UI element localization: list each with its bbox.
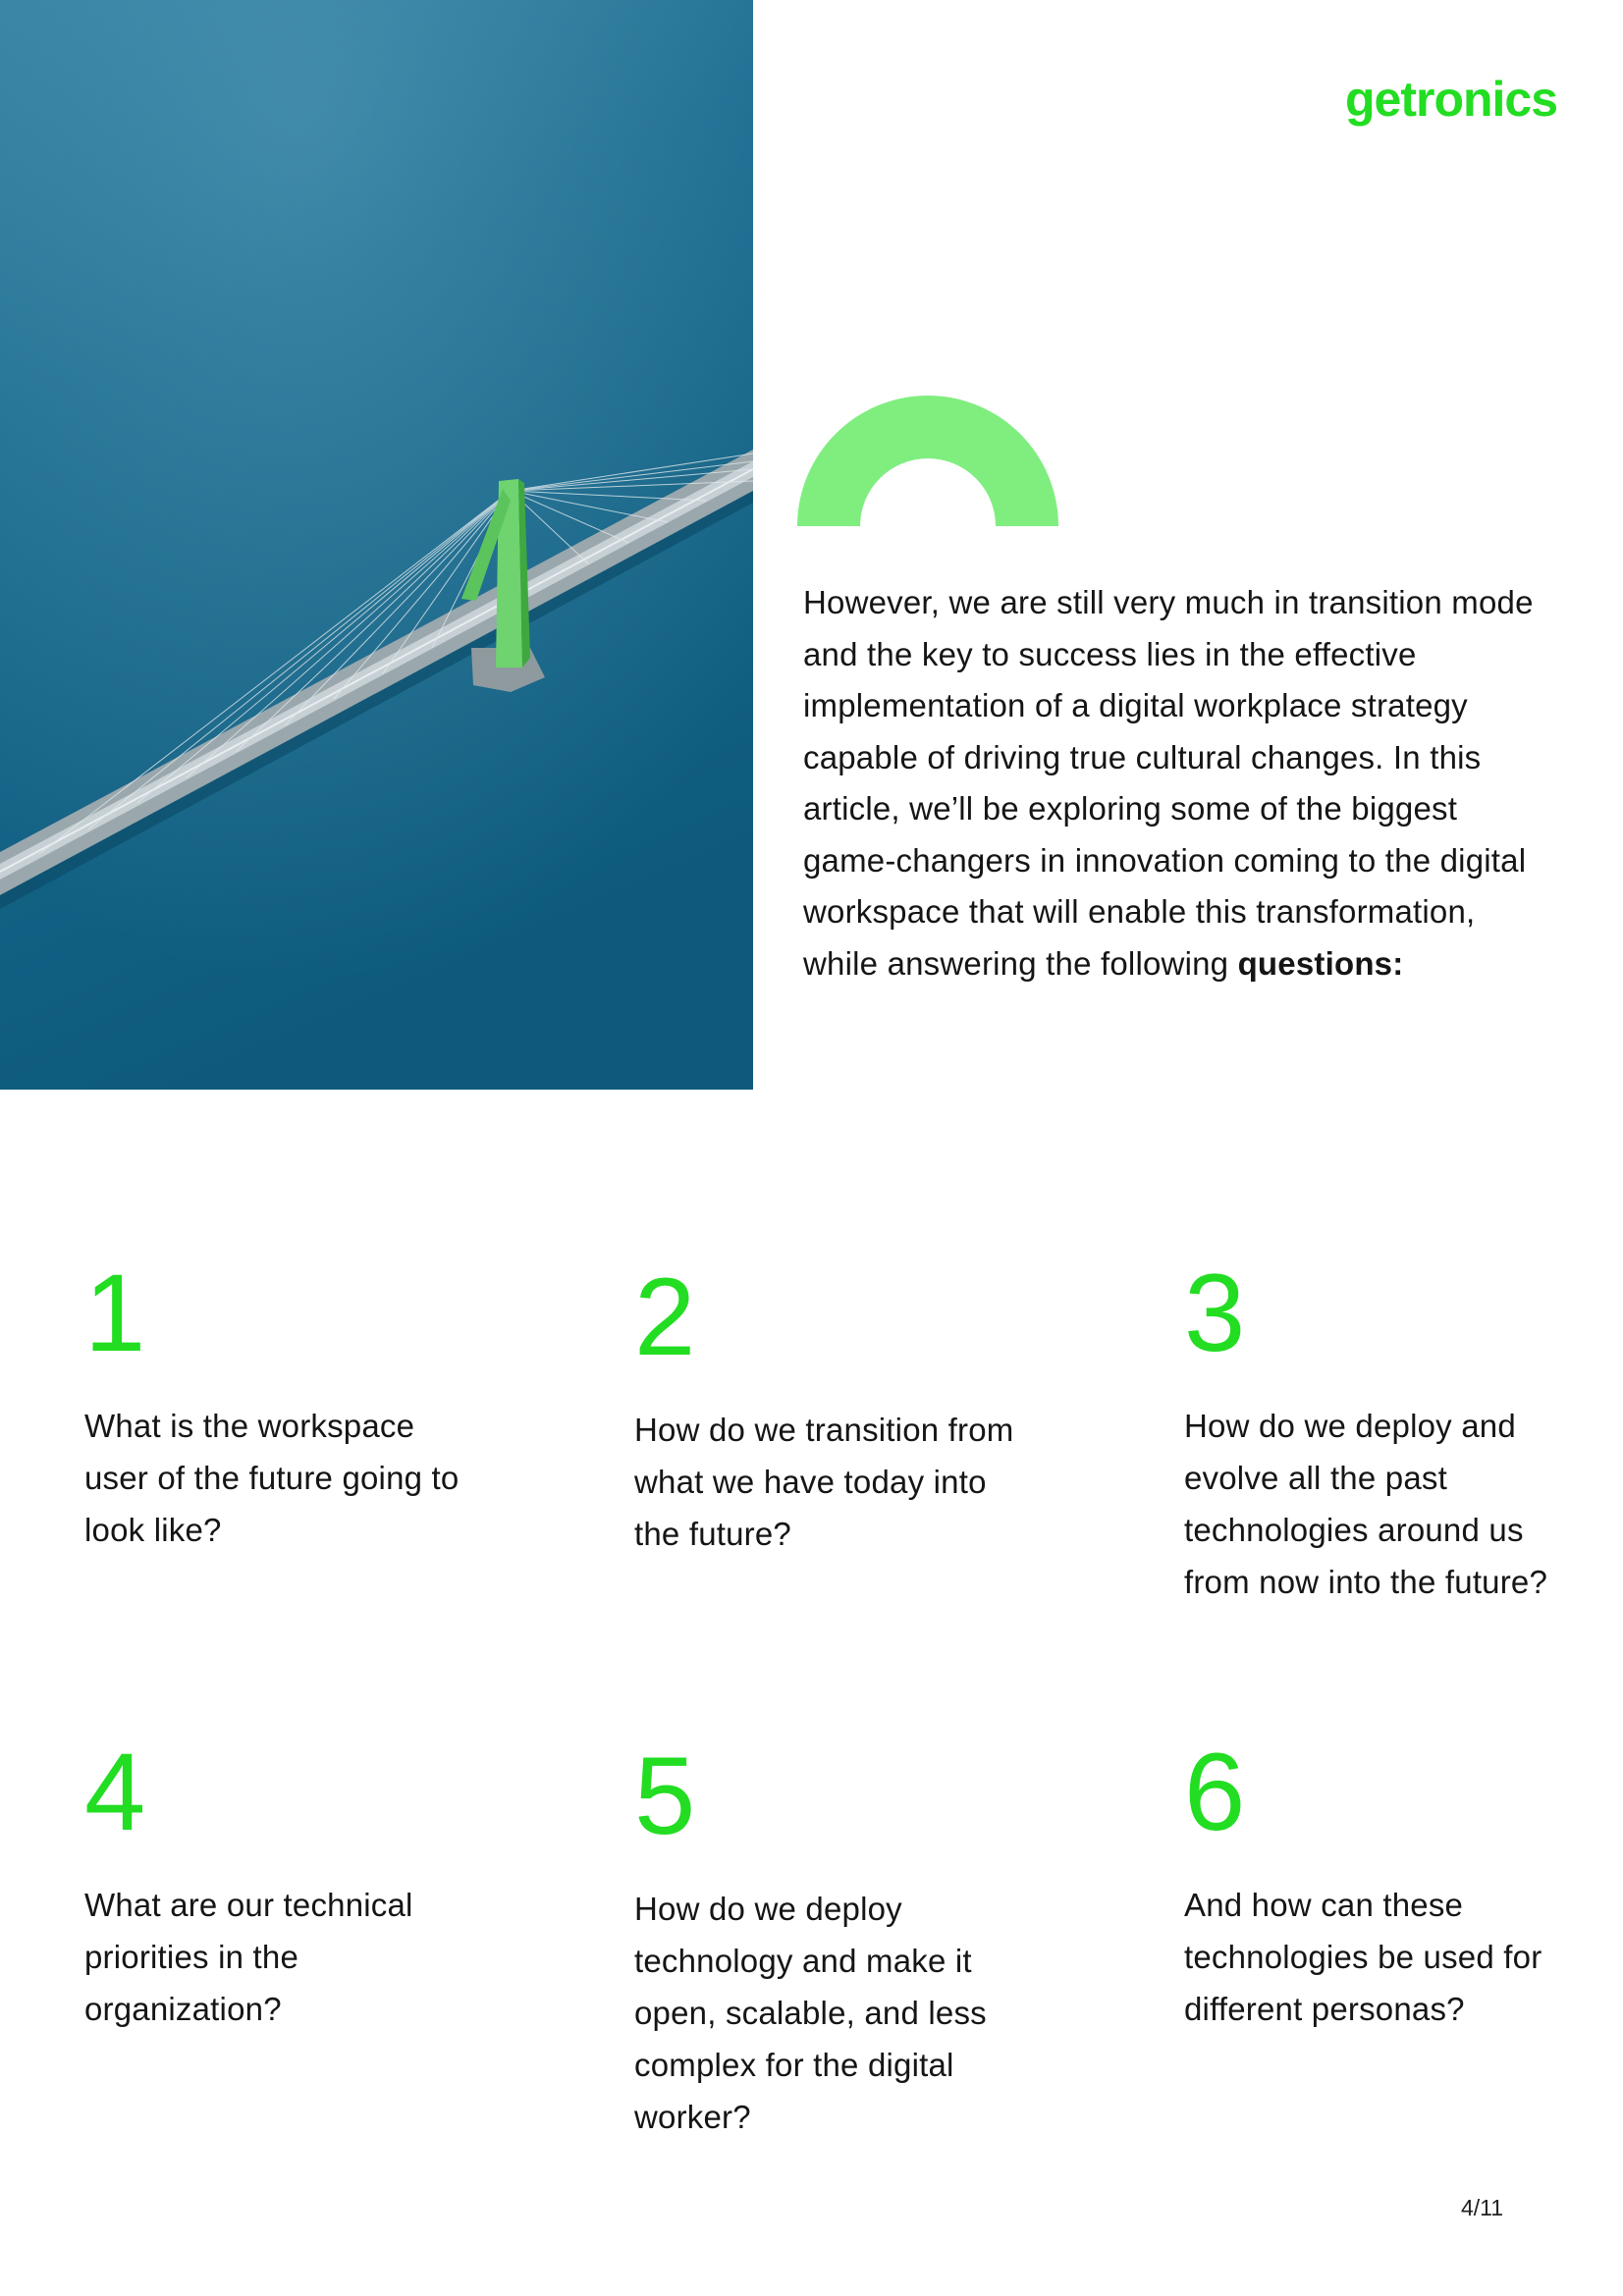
green-arch-decoration — [797, 395, 1058, 528]
question-text: What are our technical priorities in the organization? — [84, 1887, 413, 2027]
question-text: What is the workspace user of the future going to look like? — [84, 1408, 460, 1548]
question-item-6 — [1184, 1731, 1557, 2035]
question-item-3 — [1184, 1252, 1557, 1608]
hero-bridge-photo — [0, 0, 753, 1090]
question-item-4 — [84, 1731, 467, 2035]
question-item-1 — [84, 1252, 477, 1556]
intro-paragraph — [803, 577, 1549, 989]
intro-text: However, we are still very much in transition mode and the key to success lies in the effective implementation of a digital workplace strategy capable of driving true cultural changes. In this article, we’ll be exploring some of the biggest game-changers in innovation coming to the digital workspace that will enable this transformation, while answering the following — [803, 584, 1534, 982]
question-text: How do we deploy technology and make it open, scalable, and less complex for the digital worker? — [634, 1891, 987, 2135]
question-number: 6 — [1184, 1731, 1244, 1853]
question-number: 5 — [634, 1735, 694, 1857]
intro-emphasis: questions: — [1237, 944, 1404, 982]
svg-text:getronics: getronics — [1345, 72, 1558, 127]
question-text: How do we transition from what we have today into the future? — [634, 1412, 1014, 1552]
question-text: And how can these technologies be used for different personas? — [1184, 1887, 1542, 2027]
question-number: 1 — [84, 1252, 144, 1374]
question-number: 2 — [634, 1255, 694, 1378]
question-number: 3 — [1184, 1252, 1244, 1374]
getronics-logo — [1345, 69, 1573, 155]
question-text: How do we deploy and evolve all the past technologies around us from now into the future? — [1184, 1408, 1548, 1600]
page-number: 4/11 — [1461, 2195, 1504, 2220]
question-item-2 — [634, 1255, 1037, 1560]
question-number: 4 — [84, 1731, 144, 1853]
question-item-5 — [634, 1735, 1007, 2143]
